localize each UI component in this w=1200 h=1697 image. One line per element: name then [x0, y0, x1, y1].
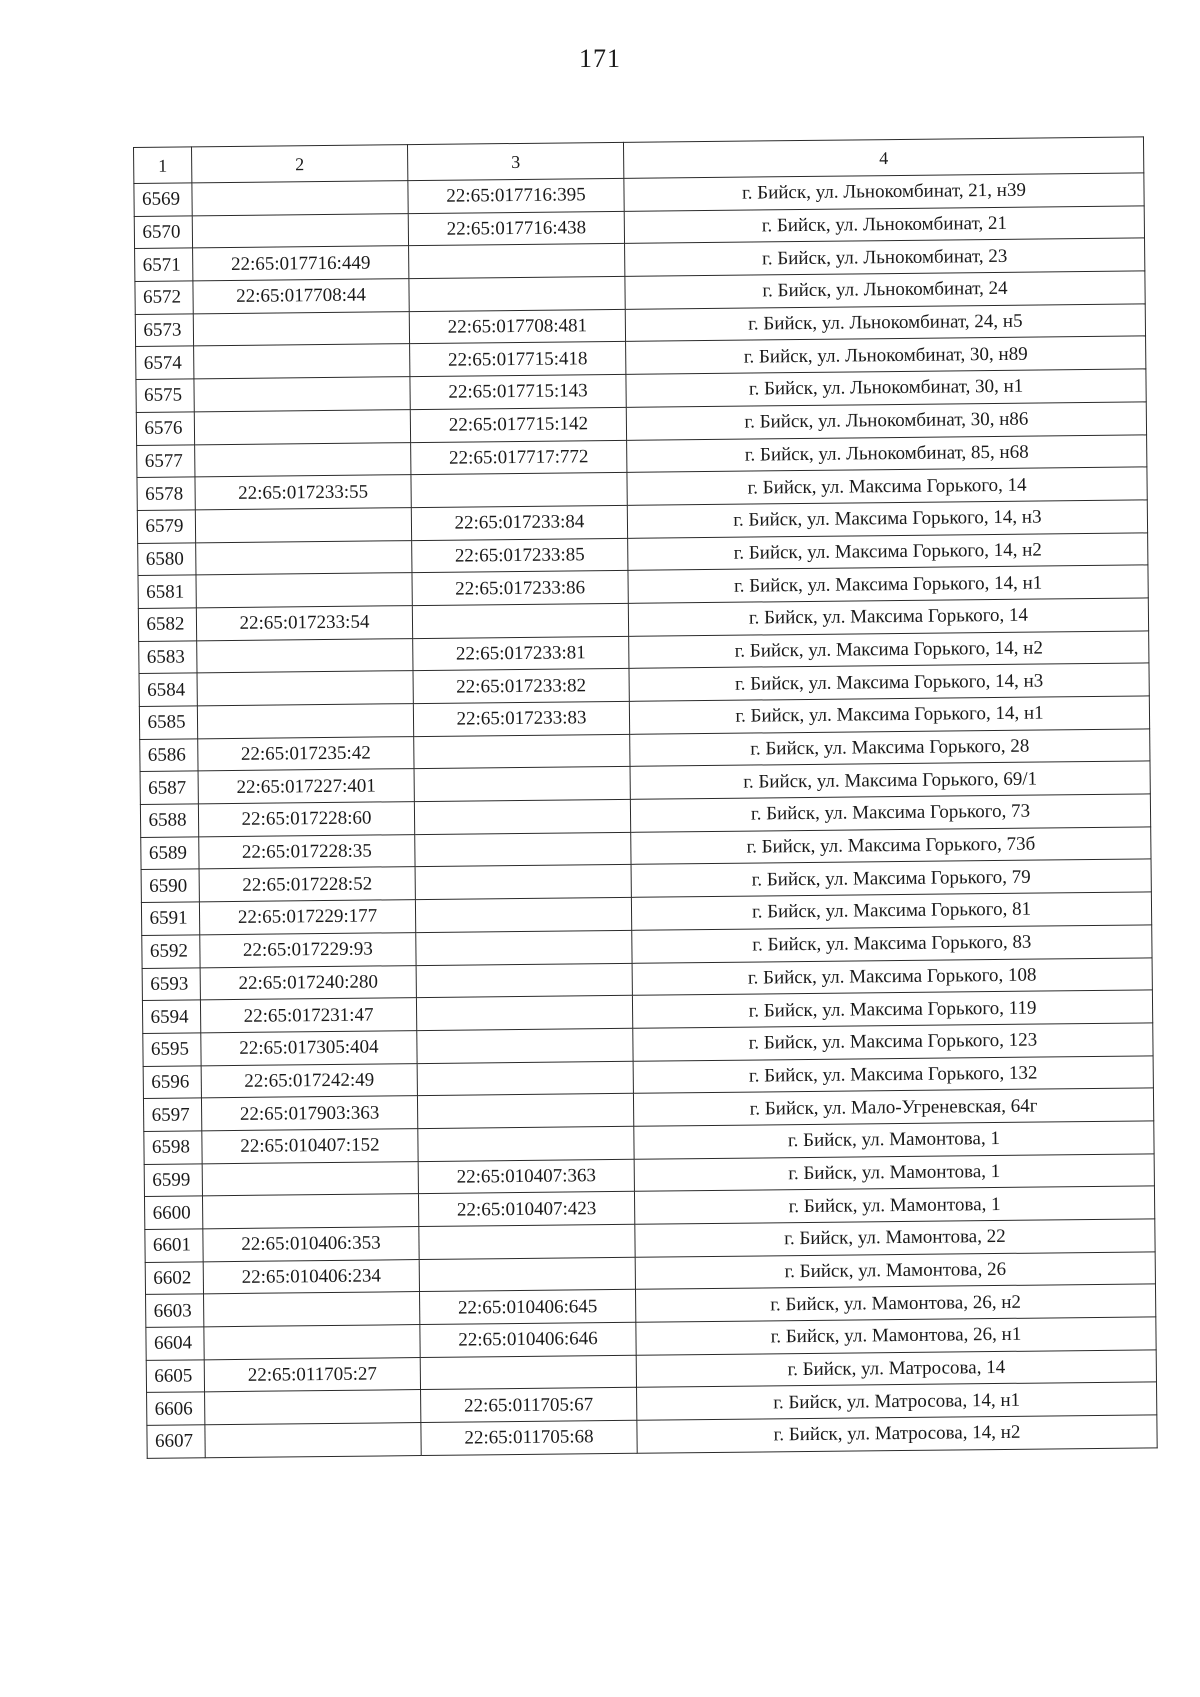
row-number-cell: 6591: [141, 902, 199, 935]
row-number-cell: 6599: [144, 1163, 202, 1196]
row-number-cell: 6606: [147, 1392, 205, 1425]
row-number-cell: 6604: [146, 1327, 204, 1360]
cadastral-number-col3-cell: 22:65:017233:83: [413, 701, 629, 736]
cadastral-number-col2-cell: [192, 213, 408, 248]
address-cell: г. Бийск, ул. Максима Горького, 14: [627, 467, 1147, 505]
address-cell: г. Бийск, ул. Максима Горького, 81: [631, 892, 1151, 930]
cadastral-number-col3-cell: 22:65:017715:418: [410, 342, 626, 377]
address-cell: г. Бийск, ул. Максима Горького, 73: [630, 794, 1150, 832]
address-cell: г. Бийск, ул. Максима Горького, 79: [631, 859, 1151, 897]
row-number-cell: 6577: [137, 444, 195, 477]
cadastral-number-col2-cell: 22:65:010406:234: [203, 1259, 419, 1294]
cadastral-number-col3-cell: [414, 799, 630, 834]
row-number-cell: 6588: [140, 804, 198, 837]
cadastral-number-col2-cell: [202, 1194, 418, 1229]
cadastral-number-col3-cell: 22:65:017708:481: [409, 309, 625, 344]
cadastral-number-col2-cell: 22:65:017233:55: [195, 475, 411, 510]
row-number-cell: 6579: [137, 510, 195, 543]
cadastral-number-col2-cell: [194, 344, 410, 379]
address-cell: г. Бийск, ул. Мамонтова, 22: [635, 1219, 1155, 1257]
cadastral-number-col3-cell: [415, 897, 631, 932]
address-cell: г. Бийск, ул. Мамонтова, 1: [634, 1121, 1154, 1159]
cadastral-number-col3-cell: [417, 1094, 633, 1129]
column-header-4: 4: [623, 137, 1143, 178]
cadastral-number-col3-cell: [414, 734, 630, 769]
address-cell: г. Бийск, ул. Льнокомбинат, 30, н89: [626, 336, 1146, 374]
cadastral-number-col3-cell: [417, 1061, 633, 1096]
row-number-cell: 6576: [136, 412, 194, 445]
cadastral-number-col3-cell: [415, 832, 631, 867]
address-cell: г. Бийск, ул. Максима Горького, 132: [633, 1055, 1153, 1093]
row-number-cell: 6574: [136, 346, 194, 379]
row-number-cell: 6598: [144, 1131, 202, 1164]
row-number-cell: 6570: [134, 216, 192, 249]
cadastral-number-col3-cell: [419, 1257, 635, 1292]
cadastral-number-col2-cell: 22:65:017231:47: [200, 998, 416, 1033]
address-cell: г. Бийск, ул. Матросова, 14: [636, 1350, 1156, 1388]
row-number-cell: 6589: [141, 837, 199, 870]
cadastral-number-col3-cell: [414, 767, 630, 802]
address-cell: г. Бийск, ул. Льнокомбинат, 21, н39: [624, 173, 1144, 211]
cadastral-number-col2-cell: [194, 409, 410, 444]
address-cell: г. Бийск, ул. Льнокомбинат, 85, н68: [627, 434, 1147, 472]
address-cell: г. Бийск, ул. Максима Горького, 14: [628, 598, 1148, 636]
cadastral-number-col3-cell: 22:65:010406:645: [420, 1290, 636, 1325]
cadastral-number-col2-cell: [196, 573, 412, 608]
cadastral-number-col3-cell: 22:65:017233:82: [413, 669, 629, 704]
cadastral-number-col2-cell: [197, 671, 413, 706]
row-number-cell: 6594: [142, 1000, 200, 1033]
cadastral-number-col2-cell: [195, 442, 411, 477]
cadastral-number-col2-cell: [205, 1390, 421, 1425]
address-cell: г. Бийск, ул. Максима Горького, 83: [632, 925, 1152, 963]
cadastral-number-col2-cell: 22:65:017227:401: [198, 769, 414, 804]
cadastral-number-col2-cell: [193, 311, 409, 346]
address-cell: г. Бийск, ул. Максима Горького, 14, н1: [629, 696, 1149, 734]
cadastral-number-col2-cell: [195, 507, 411, 542]
address-cell: г. Бийск, ул. Максима Горького, 14, н3: [627, 500, 1147, 538]
address-cell: г. Бийск, ул. Мамонтова, 26, н1: [636, 1317, 1156, 1355]
cadastral-number-col3-cell: 22:65:017715:143: [410, 374, 626, 409]
row-number-cell: 6572: [135, 281, 193, 314]
cadastral-number-col3-cell: [420, 1355, 636, 1390]
cadastral-number-col3-cell: [418, 1126, 634, 1161]
row-number-cell: 6601: [145, 1229, 203, 1262]
row-number-cell: 6605: [146, 1360, 204, 1393]
address-cell: г. Бийск, ул. Мамонтова, 1: [634, 1186, 1154, 1224]
address-cell: г. Бийск, ул. Максима Горького, 28: [630, 729, 1150, 767]
address-cell: г. Бийск, ул. Мамонтова, 26, н2: [635, 1284, 1155, 1322]
row-number-cell: 6595: [143, 1033, 201, 1066]
address-cell: г. Бийск, ул. Льнокомбинат, 24: [625, 271, 1145, 309]
address-cell: г. Бийск, ул. Максима Горького, 73б: [631, 827, 1151, 865]
cadastral-number-col2-cell: 22:65:017240:280: [200, 965, 416, 1000]
cadastral-number-col2-cell: 22:65:017229:177: [199, 900, 415, 935]
cadastral-number-col2-cell: 22:65:017229:93: [200, 932, 416, 967]
cadastral-number-col2-cell: 22:65:011705:27: [204, 1357, 420, 1392]
row-number-cell: 6578: [137, 477, 195, 510]
cadastral-number-col3-cell: [411, 473, 627, 508]
cadastral-number-col3-cell: 22:65:011705:67: [421, 1388, 637, 1423]
cadastral-number-col3-cell: 22:65:017717:772: [411, 440, 627, 475]
row-number-cell: 6597: [143, 1098, 201, 1131]
cadastral-number-col2-cell: 22:65:010407:152: [202, 1129, 418, 1164]
row-number-cell: 6592: [142, 935, 200, 968]
cadastral-number-col3-cell: 22:65:010406:646: [420, 1322, 636, 1357]
address-cell: г. Бийск, ул. Льнокомбинат, 21: [624, 206, 1144, 244]
address-cell: г. Бийск, ул. Льнокомбинат, 30, н1: [626, 369, 1146, 407]
address-cell: г. Бийск, ул. Льнокомбинат, 23: [625, 238, 1145, 276]
cadastral-number-col2-cell: 22:65:017305:404: [201, 1030, 417, 1065]
cadastral-number-col2-cell: 22:65:017228:35: [199, 834, 415, 869]
address-cell: г. Бийск, ул. Мамонтова, 1: [634, 1153, 1154, 1191]
address-cell: г. Бийск, ул. Мало-Угреневская, 64г: [633, 1088, 1153, 1126]
cadastral-number-col2-cell: 22:65:017228:60: [198, 802, 414, 837]
address-cell: г. Бийск, ул. Максима Горького, 123: [633, 1023, 1153, 1061]
cadastral-number-col2-cell: [194, 377, 410, 412]
cadastral-number-col3-cell: 22:65:017233:85: [412, 538, 628, 573]
row-number-cell: 6587: [140, 771, 198, 804]
cadastral-number-col3-cell: [419, 1224, 635, 1259]
cadastral-number-col3-cell: [415, 865, 631, 900]
cadastral-number-col2-cell: 22:65:010406:353: [203, 1227, 419, 1262]
address-cell: г. Бийск, ул. Максима Горького, 14, н2: [629, 631, 1149, 669]
row-number-cell: 6575: [136, 379, 194, 412]
cadastral-number-col3-cell: 22:65:017715:142: [410, 407, 626, 442]
cadastral-number-col2-cell: [204, 1325, 420, 1360]
row-number-cell: 6590: [141, 869, 199, 902]
address-cell: г. Бийск, ул. Максима Горького, 14, н3: [629, 663, 1149, 701]
address-cell: г. Бийск, ул. Максима Горького, 108: [632, 957, 1152, 995]
cadastral-number-col3-cell: 22:65:017716:395: [408, 178, 624, 213]
cadastral-number-col3-cell: 22:65:010407:423: [418, 1192, 634, 1227]
cadastral-number-col3-cell: 22:65:017233:84: [411, 505, 627, 540]
row-number-cell: 6607: [147, 1425, 205, 1458]
cadastral-number-col3-cell: [416, 963, 632, 998]
cadastral-number-col2-cell: 22:65:017708:44: [193, 279, 409, 314]
row-number-cell: 6581: [138, 575, 196, 608]
cadastral-number-col2-cell: [197, 704, 413, 739]
cadastral-number-col3-cell: [416, 996, 632, 1031]
column-header-3: 3: [407, 142, 623, 180]
address-cell: г. Бийск, ул. Матросова, 14, н1: [637, 1382, 1157, 1420]
row-number-cell: 6593: [142, 967, 200, 1000]
cadastral-number-col3-cell: [417, 1028, 633, 1063]
cadastral-number-col3-cell: 22:65:011705:68: [421, 1420, 637, 1455]
row-number-cell: 6585: [139, 706, 197, 739]
row-number-cell: 6571: [135, 248, 193, 281]
cadastral-number-col3-cell: 22:65:017716:438: [408, 211, 624, 246]
address-cell: г. Бийск, ул. Максима Горького, 14, н2: [628, 532, 1148, 570]
cadastral-number-col3-cell: [412, 603, 628, 638]
cadastral-number-col2-cell: 22:65:017233:54: [196, 606, 412, 641]
cadastral-number-col2-cell: [196, 540, 412, 575]
column-header-1: 1: [134, 147, 192, 184]
row-number-cell: 6580: [138, 542, 196, 575]
address-cell: г. Бийск, ул. Мамонтова, 26: [635, 1252, 1155, 1290]
row-number-cell: 6583: [139, 640, 197, 673]
cadastral-number-col3-cell: 22:65:017233:86: [412, 571, 628, 606]
row-number-cell: 6582: [138, 608, 196, 641]
cadastral-number-col2-cell: [204, 1292, 420, 1327]
cadastral-number-col2-cell: 22:65:017228:52: [199, 867, 415, 902]
cadastral-number-col3-cell: [409, 244, 625, 279]
cadastral-number-col2-cell: 22:65:017242:49: [201, 1063, 417, 1098]
cadastral-number-col2-cell: [202, 1161, 418, 1196]
address-cell: г. Бийск, ул. Максима Горького, 119: [632, 990, 1152, 1028]
cadastral-number-col2-cell: [197, 638, 413, 673]
cadastral-number-col3-cell: 22:65:017233:81: [413, 636, 629, 671]
cadastral-number-col3-cell: [409, 276, 625, 311]
row-number-cell: 6603: [146, 1294, 204, 1327]
page-number: 171: [579, 44, 621, 73]
address-cell: г. Бийск, ул. Льнокомбинат, 30, н86: [626, 402, 1146, 440]
row-number-cell: 6586: [140, 739, 198, 772]
register-table: [133, 136, 1158, 1458]
row-number-cell: 6573: [135, 314, 193, 347]
row-number-cell: 6602: [145, 1262, 203, 1295]
table-body: [134, 173, 1157, 1458]
column-header-2: 2: [192, 145, 408, 183]
address-cell: г. Бийск, ул. Максима Горького, 69/1: [630, 761, 1150, 799]
cadastral-number-col2-cell: [192, 181, 408, 216]
address-cell: г. Бийск, ул. Льнокомбинат, 24, н5: [625, 304, 1145, 342]
address-cell: г. Бийск, ул. Максима Горького, 14, н1: [628, 565, 1148, 603]
row-number-cell: 6596: [143, 1065, 201, 1098]
row-number-cell: 6600: [144, 1196, 202, 1229]
cadastral-number-col2-cell: 22:65:017235:42: [198, 736, 414, 771]
row-number-cell: 6569: [134, 183, 192, 216]
cadastral-number-col2-cell: [205, 1423, 421, 1458]
row-number-cell: 6584: [139, 673, 197, 706]
cadastral-number-col3-cell: 22:65:010407:363: [418, 1159, 634, 1194]
cadastral-number-col3-cell: [416, 930, 632, 965]
address-cell: г. Бийск, ул. Матросова, 14, н2: [637, 1415, 1157, 1453]
cadastral-number-col2-cell: 22:65:017903:363: [201, 1096, 417, 1131]
cadastral-number-col2-cell: 22:65:017716:449: [193, 246, 409, 281]
